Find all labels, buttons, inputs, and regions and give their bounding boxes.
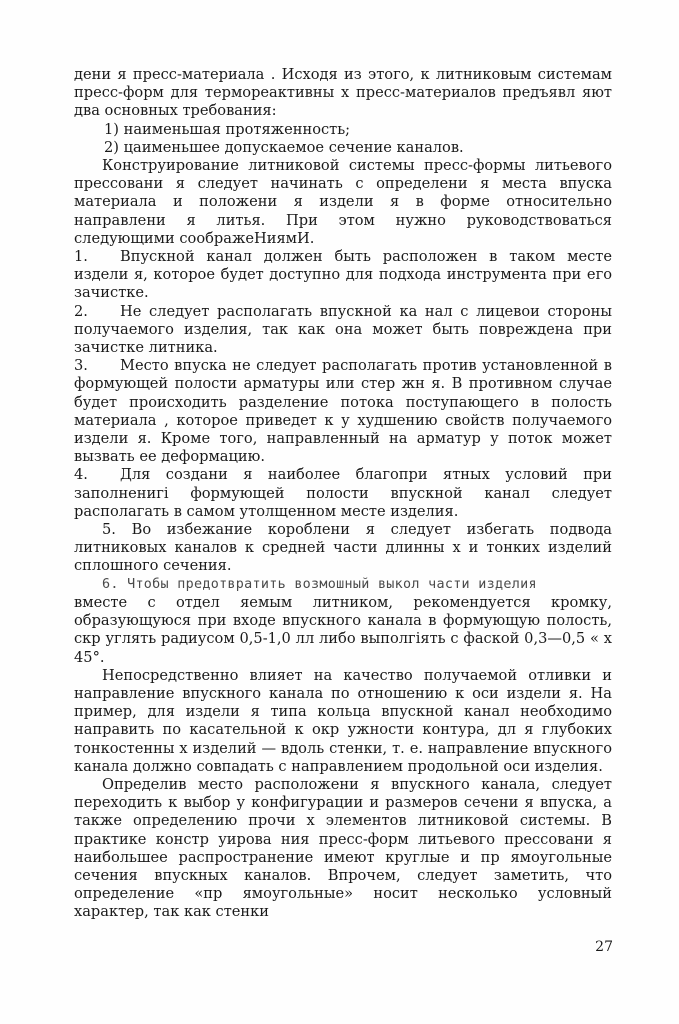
page-number: 27 — [595, 939, 613, 955]
rule-item — [74, 303, 612, 358]
paragraph-intro: дени я пресс-материала . Исходя из этого, к литниковым системам пресс-форм для термореактивны х пресс-материалов предъявл яют два основных требования: — [74, 66, 612, 120]
rule-text: Не следует располагать впускной ка нал с лицевои стороны получаемого изделия, так как она может быть повреждена при зачистке литника. — [74, 302, 612, 357]
requirement-item: 2) цаименьшее допускаемое сечение каналов. — [104, 138, 464, 156]
rule-item-continued: вместе с отдел яемым литником, рекомендуется кромку, образующуюся при входе впускного канала в формующую полость, скр углять радиусом 0,5-1,0 лл либо выполгіять с фаской 0,3—0,5 « х 45°. — [74, 593, 612, 666]
rule-text: Место впуска не следует располагать против установленной в формующей полости арматуры или стер жн я. В противном случае будет происходить разделение потока поступающего в полость материала , которое приведет к у худшению свойств получаемого издели я. Кроме того, направленный на арматур у поток может вызвать ее деформацию. — [74, 357, 612, 466]
rule-item — [74, 357, 612, 466]
rule-number: 2. — [74, 302, 88, 320]
paragraph-section: Определив место расположени я впускного канала, следует переходить к выбор у конфигурации и размеров сечени я впуска, а также определению прочи х элементов литниковой системы. В практике констр уирова ния пресс-форм литьевого прессовани я наибольшее распространение имеют круглые и пр ямоугольные сечения впускных каналов. Впрочем, следует заметить, что определение «пр ямоугольные» носит несколько условный характер, так как стенки — [74, 775, 612, 921]
rule-number: 4. — [74, 466, 88, 484]
paragraph-construction: Конструирование литниковой системы пресс-формы литьевого прессовани я следует начинать с определени я места впуска материала и положени я издели я в форме относительно направлени я литья. При этом нужно руководствоваться следующими соображеНиямИ. — [74, 157, 612, 247]
rule-item: 5. Во избежание короблени я следует избегать подвода литниковых каналов к средней части длинны х и тонких изделий сплошного сечения. — [74, 521, 612, 575]
rule-item-typewriter: 6. Чтобы предотвратить возмошный выкол части изделия — [102, 576, 537, 592]
rule-text: Для создани я наиболее благопри ятных условий при заполненигі формующей полости впускной канал следует располагать в самом утолщенном месте изделия. — [74, 466, 612, 520]
rule-item — [74, 248, 612, 303]
rule-text: Впускной канал должен быть расположен в таком месте издели я, которое будет доступно для подхода инструмента при его зачистке. — [74, 248, 612, 302]
requirement-item: 1) наименьшая протяженность; — [104, 120, 351, 138]
rule-number: 3. — [74, 357, 88, 375]
rule-number: 1. — [74, 248, 88, 266]
rule-item — [74, 466, 612, 521]
paragraph-direction: Непосредственно влияет на качество получаемой отливки и направление впускного канала по отношению к оси издели я. На пример, для издели я типа кольца впускной канал необходимо направить по касательной к окр ужности контура, дл я глубоких тонкостенны х изделий — вдоль стенки, т. е. направление впускного канала должно совпадать с направлением продольной оси изделия. — [74, 666, 612, 775]
body-text — [74, 66, 612, 922]
